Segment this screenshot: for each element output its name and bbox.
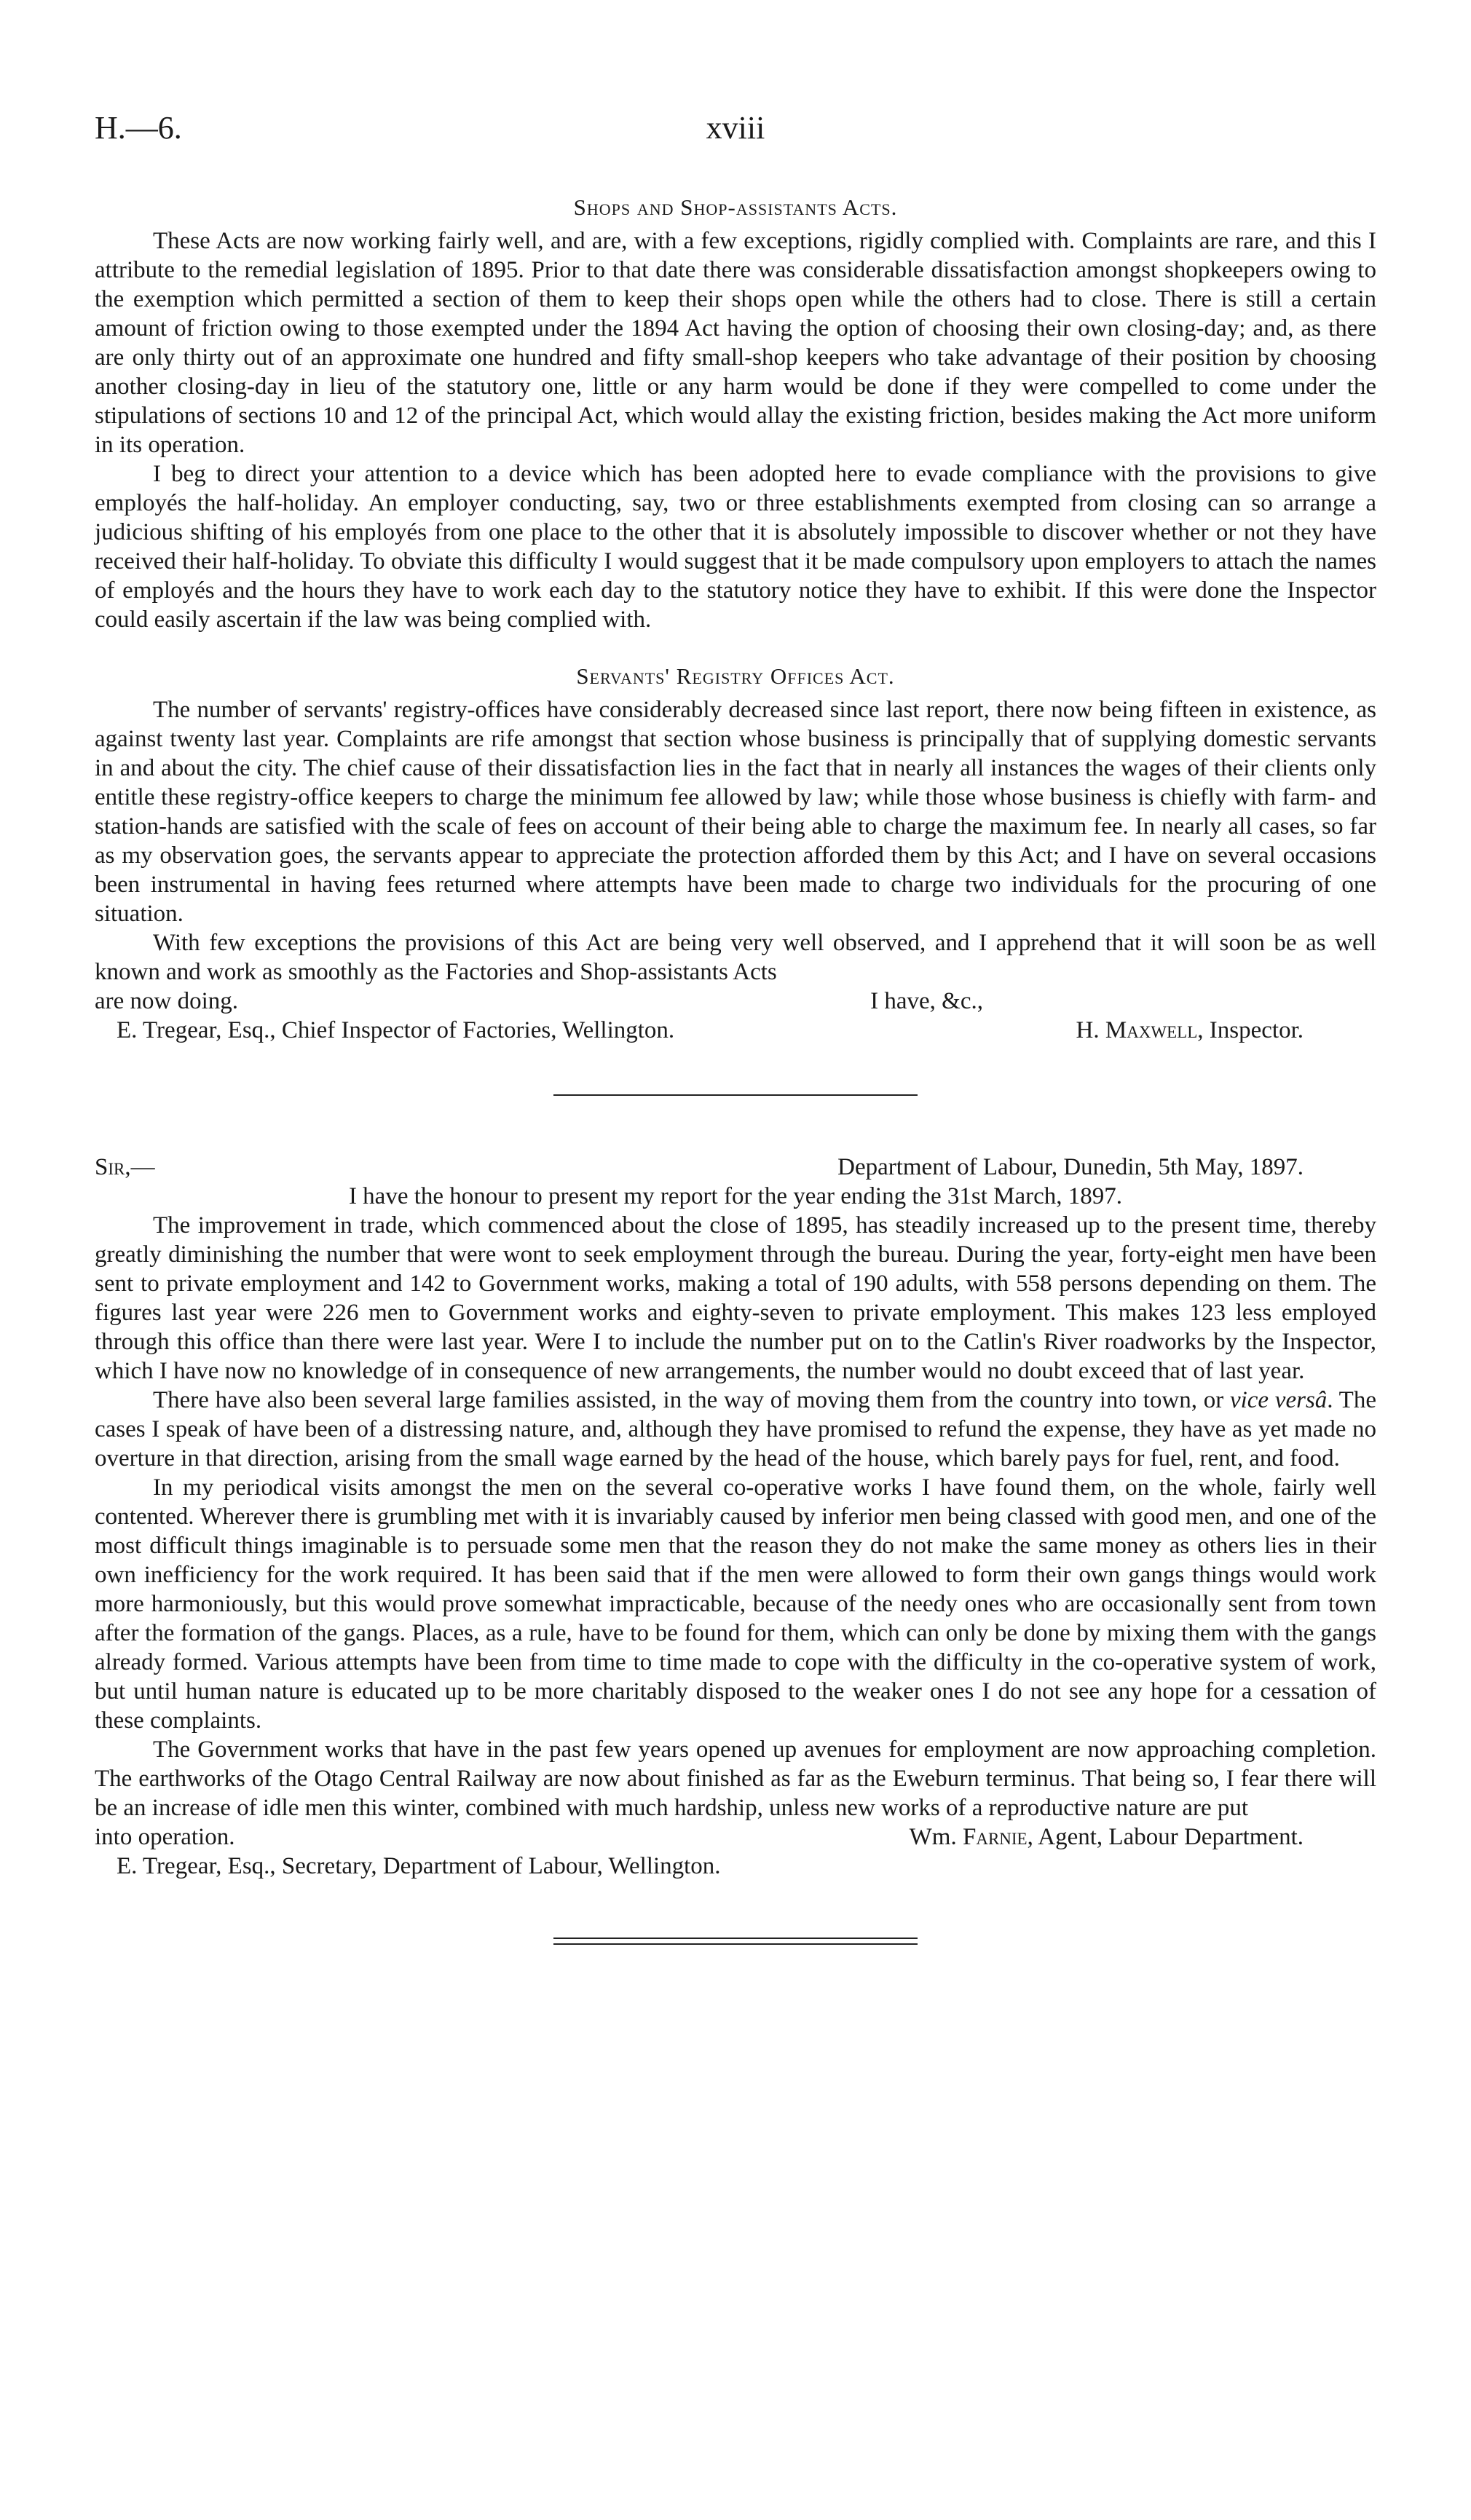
paragraph: The number of servants' registry-offices have considerably decreased since last report, there now being fifteen in existence, as against twenty last year. Complaints are rife amongst that section whose business is principally that of supplying domestic servants in and about the city. The chief cause of their dissatisfaction lies in the fact that in nearly all instances the wages of their clients only entitle these registry-office keepers to charge the minimum fee allowed by law; while those whose business is chiefly with farm- and station-hands are satisfied with the scale of fees on account of their being able to charge the maximum fee. In nearly all cases, so far as my observation goes, the servants appear to appreciate the protection afforded them by this Act; and I have on several occasions been instrumental in having fees returned where attempts have been made to charge two individuals for the procuring of one situation.: [95, 697, 1376, 927]
closing-left: are now doing.: [95, 988, 239, 1014]
signature-block: [95, 1016, 1376, 1045]
end-divider: [553, 1938, 918, 1945]
section-divider: [553, 1094, 918, 1096]
letter-header: [95, 1153, 1376, 1182]
paragraph: There have also been several large families assisted, in the way of moving them from the country into town, or vice versâ. The cases I speak of have been of a distressing nature, and, although they have promised to refund the expense, they have as yet made no overture in that direction, arising from the small wage earned by the head of the house, which barely pays for fuel, rent, and food.: [95, 1387, 1376, 1472]
salutation: Sir,—: [95, 1154, 155, 1180]
page-reference: H.—6.: [95, 110, 182, 146]
paragraph: In my periodical visits amongst the men on the several co-operative works I have found them, on the whole, fairly well contented. Wherever there is grumbling met with it is invariably caused by inferior men being classed with good men, and one of the most difficult things imaginable is to persuade some men that the reason they do not make the same money as others lies in their own inefficiency for the work required. It has been said that if the men were allowed to form their own gangs things would work more harmoniously, but this would prove somewhat impracticable, because of the needy ones who are occasionally sent from town after the formation of the gangs. Places, as a rule, have to be found for them, which can only be done by mixing them with the gangs already formed. Various attempts have been from time to time made to cope with the difficulty in the co-operative system of work, but until human nature is educated up to be more charitably disposed to the weaker ones I do not see any hope for a cessation of these complaints.: [95, 1474, 1376, 1734]
intro-line: I have the honour to present my report for the year ending the 31st March, 1897.: [348, 1183, 1123, 1209]
signatory: H. Maxwell, Inspector.: [1076, 1017, 1304, 1043]
closing-line: [95, 987, 1376, 1016]
paragraph: The Government works that have in the past few years opened up avenues for employment are now approaching completion. The earthworks of the Otago Central Railway are now about finished as far as the Eweburn terminus. That being so, I fear there will be an increase of idle men this winter, combined with much hardship, unless new works of a reproductive nature are put: [95, 1737, 1376, 1821]
signatory: Wm. Farnie, Agent, Labour Department.: [909, 1824, 1304, 1850]
dateline: Department of Labour, Dunedin, 5th May, 1897.: [837, 1154, 1304, 1180]
closing-right: I have, &c.,: [870, 988, 983, 1014]
addressee: E. Tregear, Esq., Chief Inspector of Factories, Wellington.: [117, 1017, 675, 1043]
addressee: E. Tregear, Esq., Secretary, Department of Labour, Wellington.: [117, 1853, 721, 1879]
paragraph: With few exceptions the provisions of this Act are being very well observed, and I apprehend that it will soon be as well known and work as smoothly as the Factories and Shop-assistants Acts: [95, 930, 1376, 985]
paragraph: The improvement in trade, which commenced about the close of 1895, has steadily increased up to the present time, thereby greatly diminishing the number that were wont to seek employment through the bureau. During the year, forty-eight men have been sent to private employment and 142 to Government works, making a total of 190 adults, with 558 persons depending on them. The figures last year were 226 men to Government works and eighty-seven to private employment. This makes 123 less employed through this office than there were last year. Were I to include the number put on to the Catlin's River roadworks by the Inspector, which I have now no knowledge of in consequence of new arrangements, the number would no doubt exceed that of last year.: [95, 1212, 1376, 1384]
paragraph: I beg to direct your attention to a device which has been adopted here to evade compliance with the provisions to give employés the half-holiday. An employer conducting, say, two or three establishments exempted from closing can so arrange a judicious shifting of his employés from one place to the other that it is absolutely impossible to discover whether or not they have received their half-holiday. To obviate this difficulty I would suggest that it be made compulsory upon employers to attach the names of employés and the hours they have to work each day to the statutory notice they have to exhibit. If this were done the Inspector could easily ascertain if the law was being complied with.: [95, 461, 1376, 633]
closing-line: [95, 1822, 1376, 1852]
page-number: xviii: [706, 110, 765, 146]
section-heading-registry: Servants' Registry Offices Act.: [576, 663, 895, 689]
page-header: [95, 109, 1376, 160]
paragraph: These Acts are now working fairly well, and are, with a few exceptions, rigidly complied with. Complaints are rare, and this I attribute to the remedial legislation of 1895. Prior to that date there was considerable dissatisfaction amongst shopkeepers owing to the exemption which permitted a section of them to keep their shops open while the others had to close. There is still a certain amount of friction owing to those exempted under the 1894 Act having the option of choosing their own closing-day; and, as there are only thirty out of an approximate one hundred and fifty small-shop keepers who take advantage of their position by choosing another closing-day in lieu of the statutory one, little or any harm would be done if they were compelled to come under the stipulations of sections 10 and 12 of the principal Act, which would allay the existing friction, besides making the Act more uniform in its operation.: [95, 228, 1376, 458]
body-text: [95, 193, 1376, 1945]
section-heading-shops: Shops and Shop-assistants Acts.: [573, 194, 898, 220]
closing-left: into operation.: [95, 1824, 235, 1850]
